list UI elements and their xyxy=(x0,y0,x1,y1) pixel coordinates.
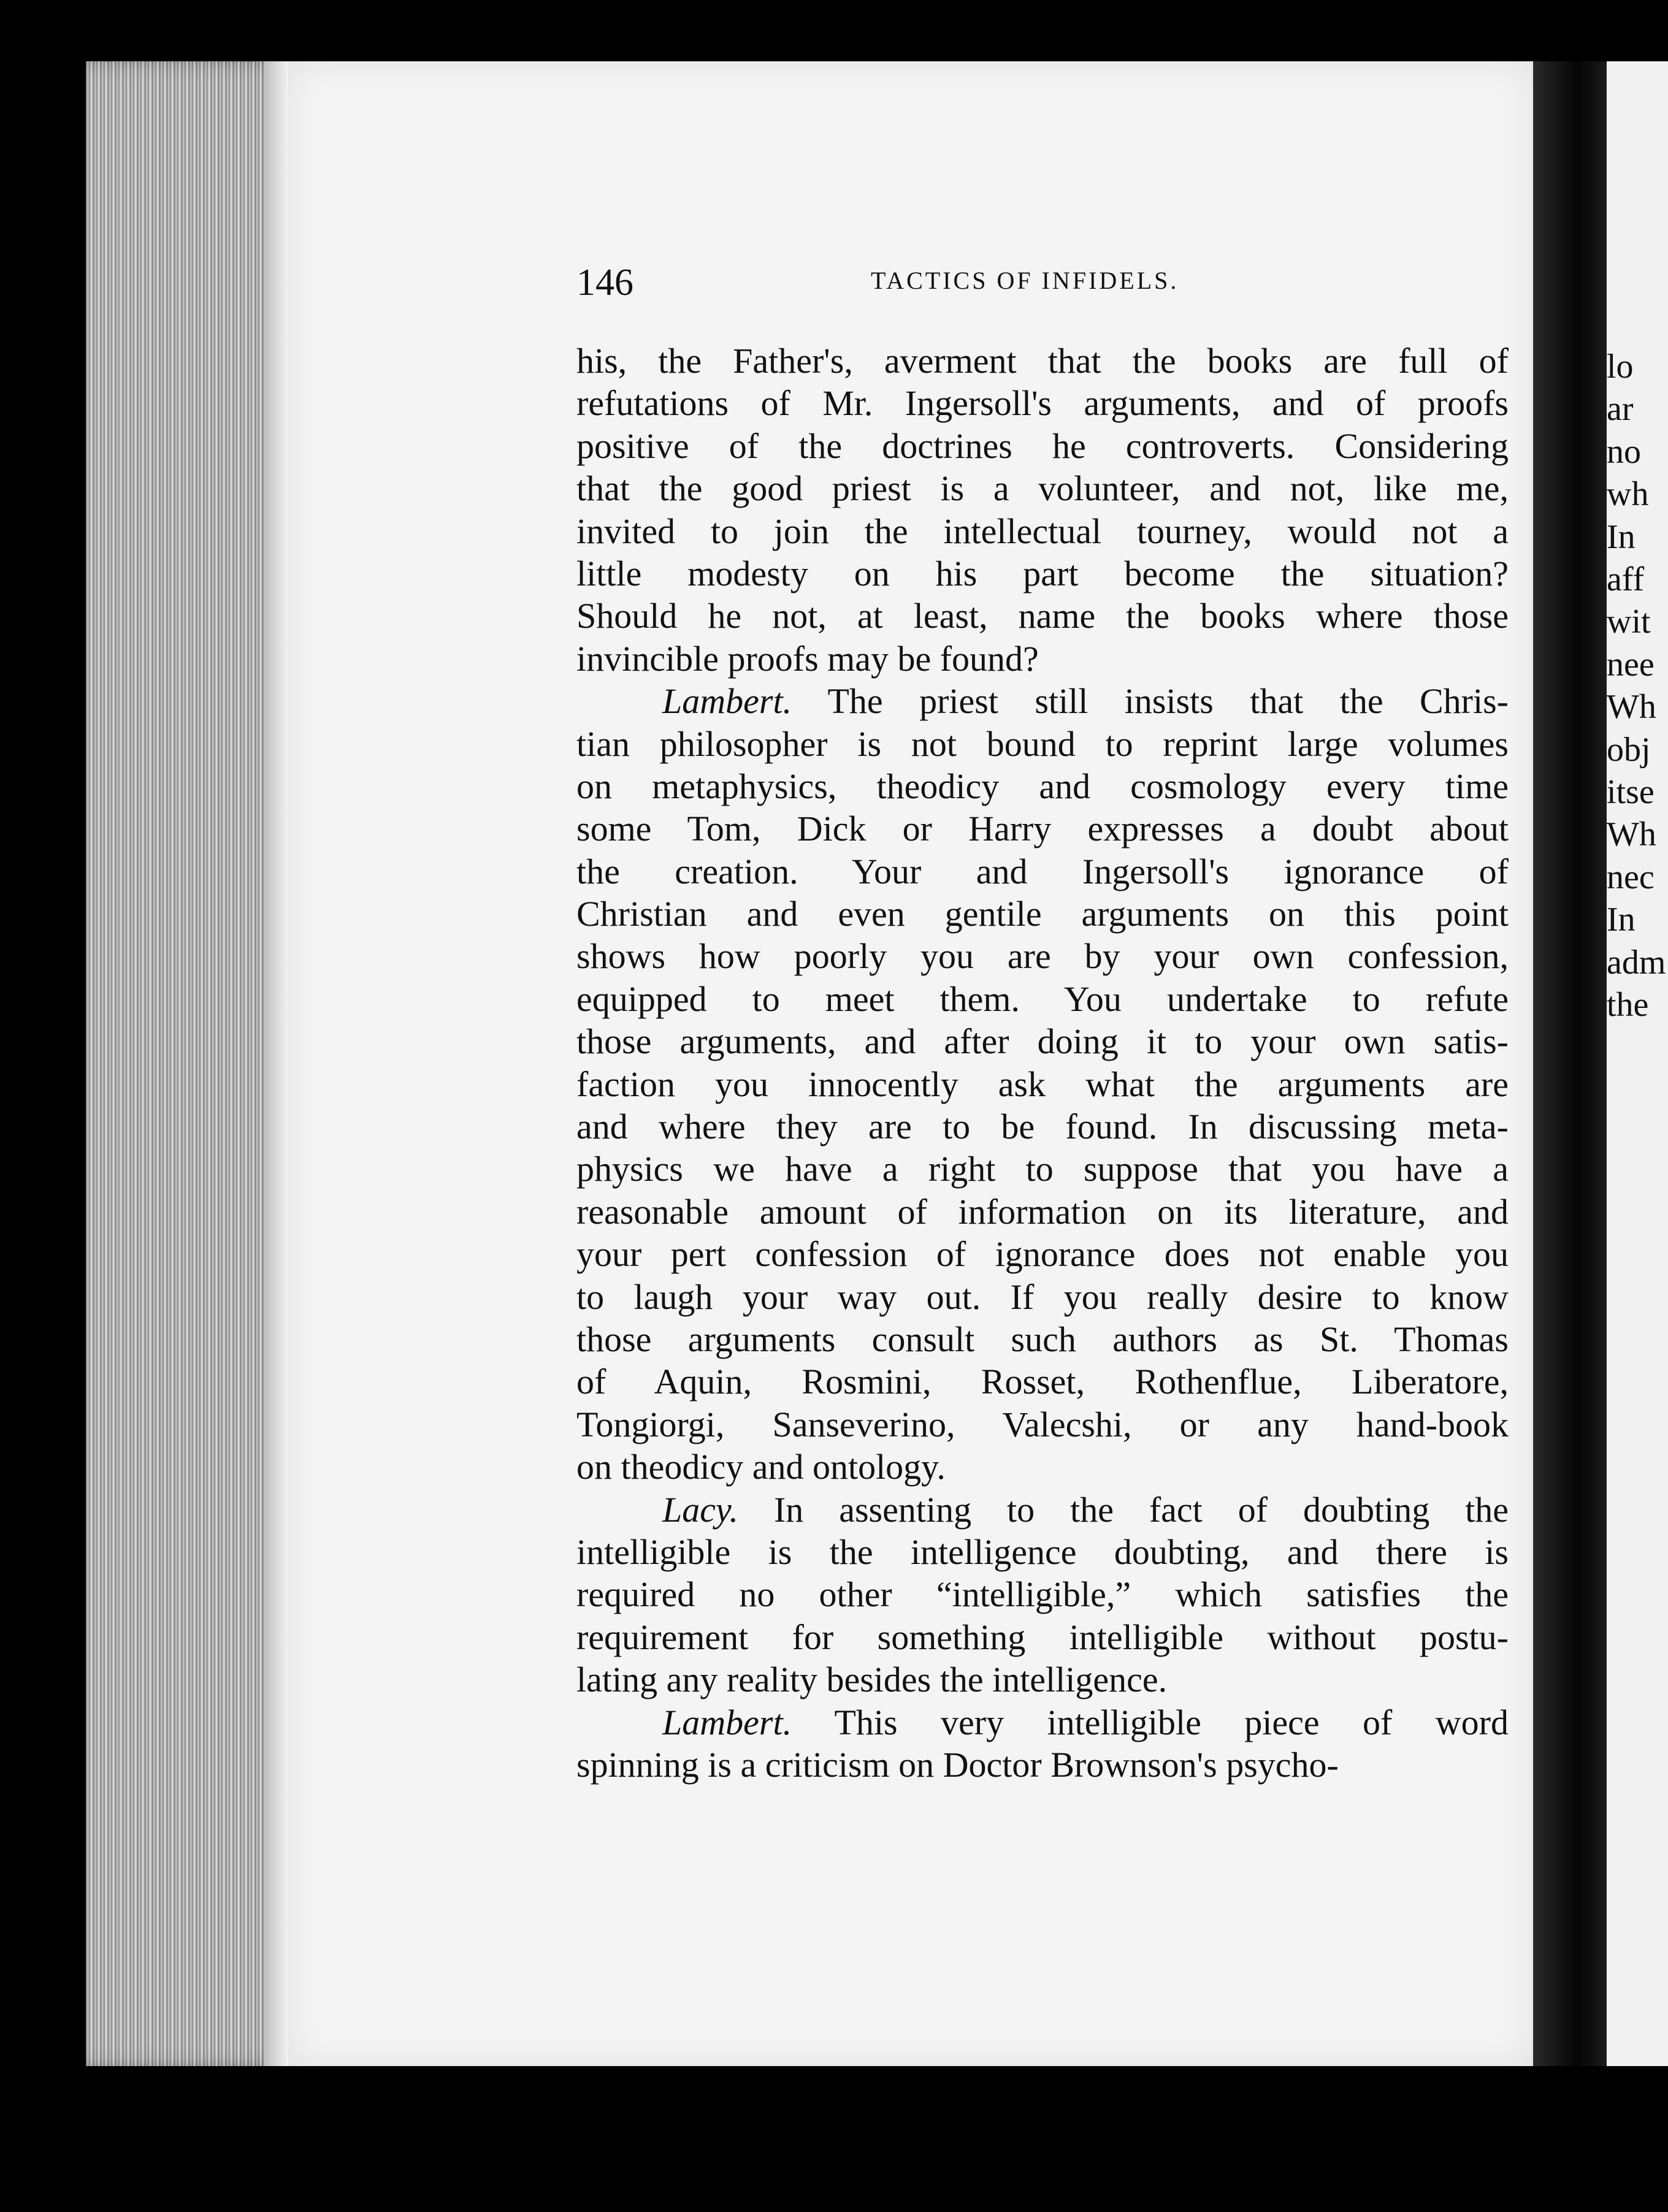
speaker-name: Lacy. xyxy=(662,1489,739,1530)
text-line xyxy=(576,807,1509,850)
text-line xyxy=(576,680,1509,722)
text-line xyxy=(576,1276,1509,1318)
line-text: Should he not, at least, name the books where those xyxy=(576,596,1509,636)
line-text: positive of the doctrines he controverts. Considering xyxy=(576,425,1509,466)
line-text: refutations of Mr. Ingersoll's arguments, and of proofs xyxy=(576,383,1509,424)
facing-page-fragment: aff xyxy=(1607,560,1645,598)
speaker-name: Lambert. xyxy=(662,1702,792,1742)
text-line xyxy=(576,1105,1509,1148)
line-text: invincible proofs may be found? xyxy=(576,638,1039,679)
line-text: tian philosopher is not bound to reprint large volumes xyxy=(576,723,1509,764)
text-line xyxy=(576,467,1509,509)
speaker-name: Lambert. xyxy=(662,681,792,722)
text-line xyxy=(576,1658,1509,1701)
text-line xyxy=(576,425,1509,467)
facing-page-fragment: Wh xyxy=(1607,815,1656,854)
line-text: equipped to meet them. You undertake to refute xyxy=(576,978,1509,1019)
line-text: required no other “intelligible,” which satisfies the xyxy=(576,1574,1509,1615)
text-line xyxy=(576,510,1509,552)
text-line xyxy=(576,1531,1509,1573)
text-line xyxy=(576,1360,1509,1403)
body-text xyxy=(576,340,1509,1786)
facing-page-fragment: nec xyxy=(1607,858,1655,896)
line-text: intelligible is the intelligence doubting, and there is xyxy=(576,1531,1509,1572)
line-text: Tongiorgi, Sanseverino, Valecshi, or any hand-book xyxy=(576,1404,1509,1444)
facing-page-fragment: In xyxy=(1607,517,1635,556)
facing-page-fragment: adm xyxy=(1607,943,1666,982)
page-stack-edge xyxy=(86,61,288,2066)
line-text: reasonable amount of information on its literature, and xyxy=(576,1191,1509,1232)
line-text: some Tom, Dick or Harry expresses a doubt about xyxy=(576,809,1509,849)
facing-page-fragment: Wh xyxy=(1607,688,1656,727)
text-line xyxy=(576,1701,1509,1744)
line-text: little modesty on his part become the situation? xyxy=(576,553,1509,593)
line-text: The priest still insists that the Chris- xyxy=(792,681,1509,722)
line-text: requirement for something intelligible without postu- xyxy=(576,1617,1509,1657)
facing-page xyxy=(1607,61,1668,2066)
facing-page-fragment: In xyxy=(1607,901,1635,939)
line-text: faction you innocently ask what the arguments are xyxy=(576,1064,1509,1104)
facing-page-fragment: ar xyxy=(1607,390,1634,429)
page-number: 146 xyxy=(576,262,633,303)
text-line xyxy=(576,765,1509,807)
text-line xyxy=(576,850,1509,893)
line-text: on theodicy and ontology. xyxy=(576,1447,946,1487)
text-line xyxy=(576,552,1509,595)
line-text: on metaphysics, theodicy and cosmology every time xyxy=(576,766,1509,806)
text-line xyxy=(576,1020,1509,1062)
text-line xyxy=(576,1063,1509,1105)
facing-page-fragment: no xyxy=(1607,432,1641,471)
text-line xyxy=(576,978,1509,1020)
text-line xyxy=(576,893,1509,935)
line-text: Christian and even gentile arguments on this point xyxy=(576,894,1509,934)
facing-page-fragment: nee xyxy=(1607,645,1655,684)
facing-page-fragment: itse xyxy=(1607,773,1655,811)
line-text: to laugh your way out. If you really desire to know xyxy=(576,1276,1509,1317)
line-text: physics we have a right to suppose that you have a xyxy=(576,1149,1509,1189)
text-line xyxy=(576,638,1509,680)
line-text: invited to join the intellectual tourney, would not a xyxy=(576,511,1509,551)
line-text: those arguments, and after doing it to your own satis- xyxy=(576,1021,1509,1062)
facing-page-fragment: wit xyxy=(1607,603,1651,641)
line-text: In assenting to the fact of doubting the xyxy=(738,1489,1509,1530)
text-line xyxy=(576,340,1509,382)
text-line xyxy=(576,1744,1509,1786)
line-text: the creation. Your and Ingersoll's ignorance of xyxy=(576,851,1509,891)
book-gutter xyxy=(1533,61,1607,2066)
text-line xyxy=(576,1446,1509,1488)
text-line xyxy=(576,382,1509,424)
line-text: his, the Father's, averment that the books are full of xyxy=(576,341,1509,381)
line-text: your pert confession of ignorance does not enable you xyxy=(576,1234,1509,1275)
text-line xyxy=(576,1573,1509,1615)
text-line xyxy=(576,1318,1509,1360)
line-text: This very intelligible piece of word xyxy=(792,1702,1509,1742)
facing-page-fragment: the xyxy=(1607,986,1649,1024)
text-line xyxy=(576,723,1509,765)
running-head: TACTICS OF INFIDELS. xyxy=(871,267,1179,294)
text-line xyxy=(576,1191,1509,1233)
line-text: of Aquin, Rosmini, Rosset, Rothenflue, Liberatore, xyxy=(576,1362,1509,1402)
facing-page-fragment: obj xyxy=(1607,730,1651,769)
page-header xyxy=(576,261,1509,316)
line-text: and where they are to be found. In discussing meta- xyxy=(576,1107,1509,1147)
text-line xyxy=(576,935,1509,977)
text-line xyxy=(576,1403,1509,1446)
line-text: that the good priest is a volunteer, and not, like me, xyxy=(576,468,1509,509)
facing-page-fragment: wh xyxy=(1607,475,1649,514)
text-line xyxy=(576,1616,1509,1658)
line-text: lating any reality besides the intelligence. xyxy=(576,1660,1168,1700)
line-text: those arguments consult such authors as St. Thomas xyxy=(576,1319,1509,1359)
text-line xyxy=(576,1233,1509,1275)
facing-page-fragment: lo xyxy=(1607,348,1634,386)
text-line xyxy=(576,595,1509,637)
text-line xyxy=(576,1148,1509,1190)
line-text: spinning is a criticism on Doctor Brownson's psycho- xyxy=(576,1744,1339,1785)
line-text: shows how poorly you are by your own confession, xyxy=(576,936,1509,977)
text-line xyxy=(576,1489,1509,1531)
